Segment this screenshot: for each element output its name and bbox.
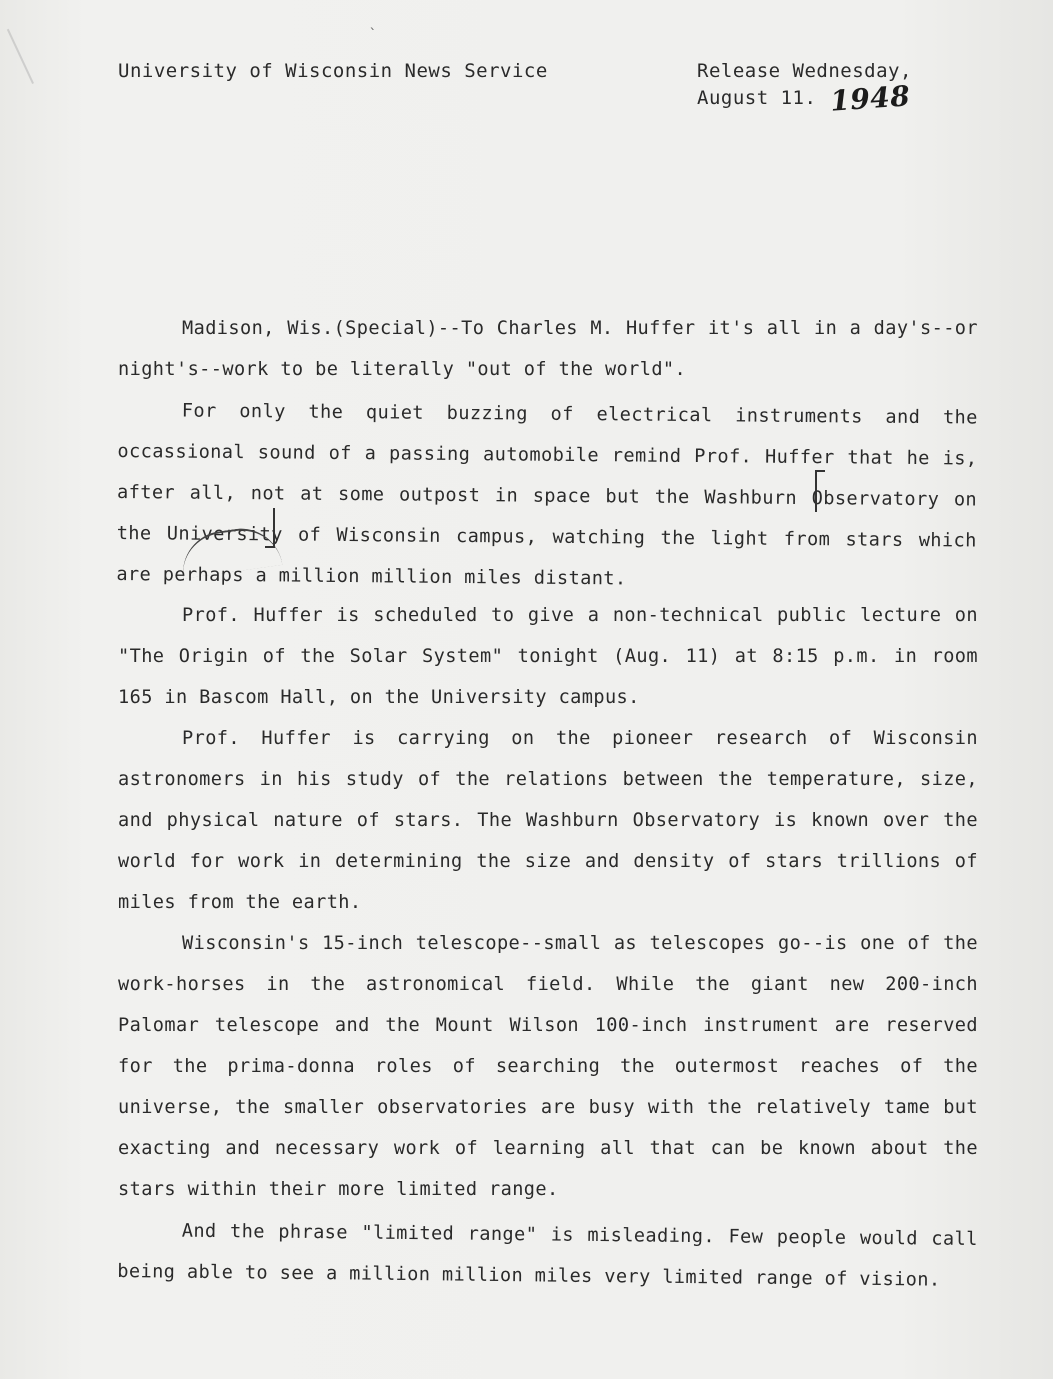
release-date-block (697, 60, 912, 118)
paragraph-telescope: Wisconsin's 15-inch telescope--small as telescopes go--is one of the work-horses in the astronomical field. While the giant new 200-inch Palomar telescope and the Mount Wilson 100-inch instrument are reserved for the prima-donna roles of searching the outermost reaches of the universe, the smaller observatories are busy with the relatively tame but exacting and necessary work of learning all that can be known about the stars within their more limited range. (118, 933, 978, 1200)
paragraph-limited-range: And the phrase "limited range" is misleading. Few people would call being able to see a million million miles very limited range of vision. (117, 1220, 978, 1291)
press-release-body (118, 308, 978, 1292)
paragraph-intro: Madison, Wis.(Special)--To Charles M. Huffer it's all in a day's--or night's--work to be literally "out of the world". (118, 318, 978, 380)
staple-mark (7, 16, 61, 84)
release-day: Release Wednesday, (697, 60, 912, 82)
editor-bracket-open (815, 470, 825, 512)
news-service-header: University of Wisconsin News Service (118, 60, 548, 82)
paragraph-research: Prof. Huffer is carrying on the pioneer research of Wisconsin astronomers in his study of the relations between the temperature, size, and physical nature of stars. The Washburn Observatory is known over the world for work in determining the size and density of stars trillions of miles from the earth. (118, 728, 978, 913)
release-date-line (697, 79, 912, 118)
paragraph-lecture: Prof. Huffer is scheduled to give a non-technical public lecture on "The Origin of the Solar System" tonight (Aug. 11) at 8:15 p.m. in room 165 in Bascom Hall, on the University campus. (118, 605, 978, 708)
paragraph-observatory: For only the quiet buzzing of electrical instruments and the occassional sound of a passing automobile remind Prof. Huffer that he is, after all, not at some outpost in space but the Washburn Observatory on the University of Wisconsin campus, watching the light from stars which are perhaps a million million miles distant. (116, 400, 978, 590)
handwritten-year: 1948 (829, 79, 912, 118)
pencil-tick-mark: ˎ (368, 14, 377, 30)
release-date: August 11. (697, 87, 817, 109)
